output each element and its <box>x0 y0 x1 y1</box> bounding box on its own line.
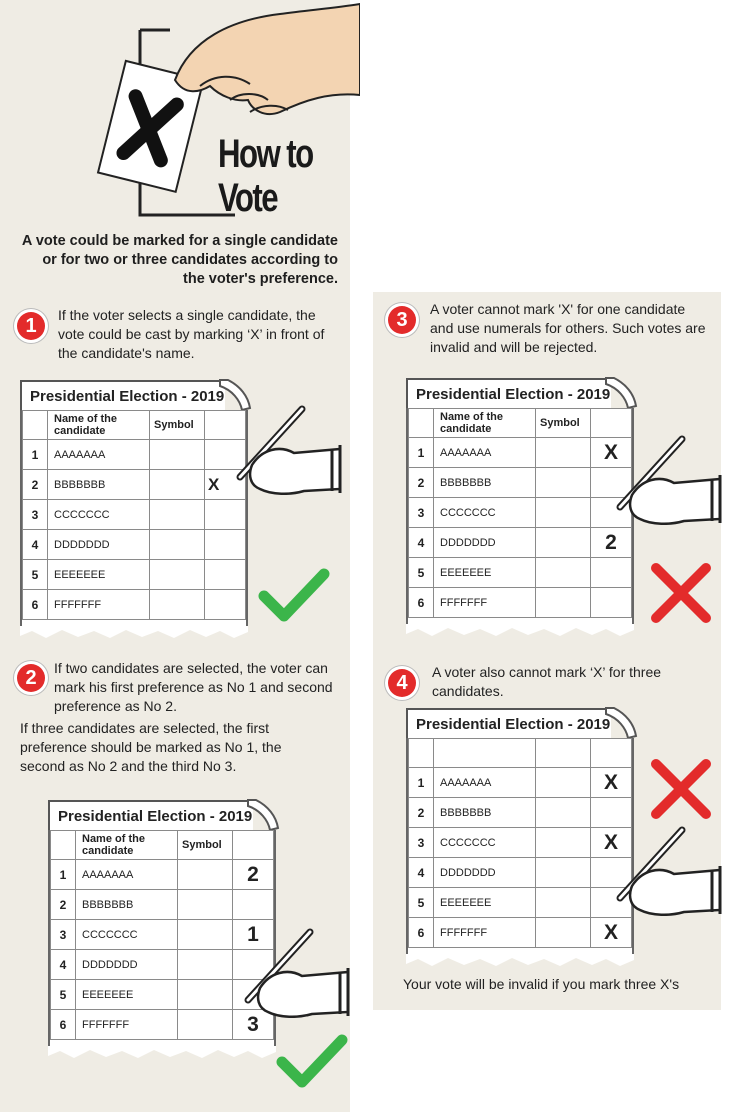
step-2-text-b: If three candidates are selected, the first preference should be marked as No 1, the second as No 2 and the third No 3. <box>20 720 282 774</box>
table-row: 4 DDDDDDD <box>23 530 246 560</box>
step-2-text-a: If two candidates are selected, the voter can mark his first preference as No 1 and second preference as No 2. <box>54 660 333 714</box>
col-symbol-header: Symbol <box>178 831 233 860</box>
step-3-text: A voter cannot mark 'X' for one candidate and use numerals for others. Such votes are invalid and will be rejected. <box>430 301 706 355</box>
table-row: 2 BBBBBBB <box>51 890 274 920</box>
step-1-text: If the voter selects a single candidate, the vote could be cast by marking ‘X’ in front of the candidate's name. <box>58 307 325 361</box>
step-1-badge: 1 <box>17 312 45 340</box>
ballot-title: Presidential Election - 2019 <box>20 380 225 410</box>
page-curl-icon <box>604 376 638 410</box>
torn-edge <box>20 626 248 640</box>
table-row: 6 FFFFFFF <box>409 588 632 618</box>
col-name-header: Name of the candidate <box>434 409 536 438</box>
ballot-title: Presidential Election - 2019 <box>406 708 611 738</box>
table-row: 1 AAAAAAA X <box>409 438 632 468</box>
hand-pen-icon <box>612 435 722 525</box>
ballot-1-table <box>22 410 246 620</box>
col-name-header: Name of the candidate <box>48 411 150 440</box>
torn-edge <box>48 1046 276 1060</box>
step-3-badge: 3 <box>388 306 416 334</box>
ballot-3-table <box>408 408 632 618</box>
table-row: 4 DDDDDDD <box>409 858 632 888</box>
ballot-3 <box>406 378 634 628</box>
title-line2: Vote <box>218 176 278 220</box>
valid-check-icon <box>276 1034 348 1088</box>
table-row: 5 EEEEEEE <box>51 980 274 1010</box>
table-row: 2 BBBBBBB <box>409 468 632 498</box>
table-row: 3 CCCCCCC X <box>409 828 632 858</box>
torn-edge <box>406 624 634 638</box>
table-row: 6 FFFFFFF <box>23 590 246 620</box>
step-4-text: A voter also cannot mark ‘X’ for three candidates. <box>432 664 662 699</box>
table-row: 4 DDDDDDD 2 <box>409 528 632 558</box>
table-row: 3 CCCCCCC <box>409 498 632 528</box>
table-row: 1 AAAAAAA X <box>409 768 632 798</box>
col-symbol-header: Symbol <box>536 409 591 438</box>
table-row: 2 BBBBBBB X <box>23 470 246 500</box>
table-row: 6 FFFFFFF 3 <box>51 1010 274 1040</box>
table-row: 1 AAAAAAA 2 <box>51 860 274 890</box>
ballot-4 <box>406 708 634 958</box>
intro-text: A vote could be marked for a single candidate or for two or three candidates according to the voter's preference. <box>21 233 338 287</box>
torn-edge <box>406 954 634 968</box>
hand-pen-icon <box>232 405 342 495</box>
ballot-4-table <box>408 738 632 948</box>
page-curl-icon <box>604 706 638 740</box>
invalid-cross-icon <box>648 560 714 626</box>
page-curl-icon <box>246 798 280 832</box>
table-row: 3 CCCCCCC <box>23 500 246 530</box>
ballot-1 <box>20 380 248 630</box>
valid-check-icon <box>258 568 330 622</box>
table-row: 6 FFFFFFF X <box>409 918 632 948</box>
ballot-title: Presidential Election - 2019 <box>48 800 253 830</box>
table-row: 3 CCCCCCC 1 <box>51 920 274 950</box>
hand-pen-icon <box>612 826 722 916</box>
title-line1: How to <box>218 132 313 176</box>
table-row: 1 AAAAAAA <box>23 440 246 470</box>
ballot-title: Presidential Election - 2019 <box>406 378 611 408</box>
step-4-badge: 4 <box>388 669 416 697</box>
table-row: 5 EEEEEEE <box>409 558 632 588</box>
invalid-cross-icon <box>648 756 714 822</box>
page-title <box>218 132 313 220</box>
table-row: 4 DDDDDDD <box>51 950 274 980</box>
col-name-header: Name of the candidate <box>76 831 178 860</box>
hand-pen-icon <box>240 928 350 1018</box>
table-row: 2 BBBBBBB <box>409 798 632 828</box>
step-2-badge: 2 <box>17 664 45 692</box>
col-symbol-header: Symbol <box>150 411 205 440</box>
footer-note: Your vote will be invalid if you mark three X's <box>403 976 680 992</box>
table-row: 5 EEEEEEE <box>23 560 246 590</box>
table-row: 5 EEEEEEE <box>409 888 632 918</box>
